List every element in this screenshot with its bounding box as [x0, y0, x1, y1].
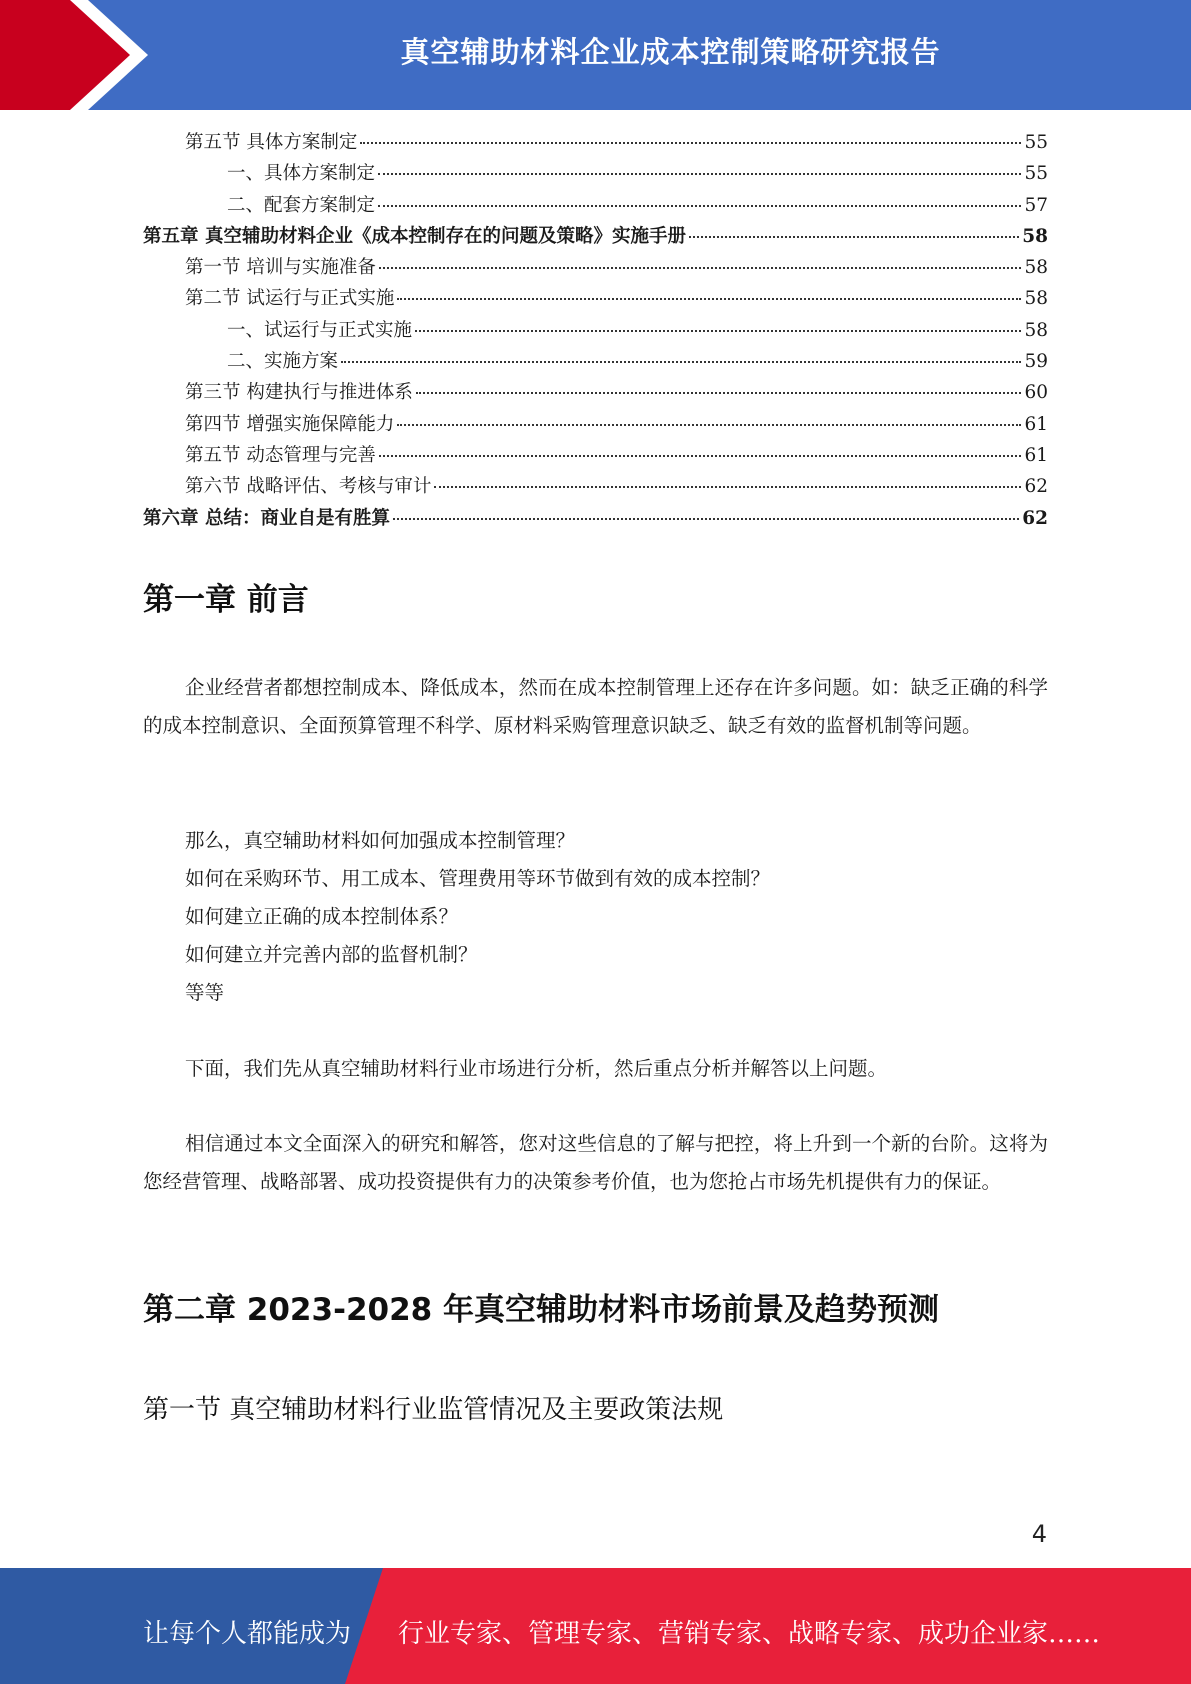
toc-entry-title: 二、配套方案制定 — [227, 194, 376, 216]
toc-page-number: 59 — [1024, 351, 1048, 373]
toc-entry-title: 第六章 总结：商业自是有胜算 — [143, 507, 390, 529]
toc-entry-title: 二、实施方案 — [227, 351, 339, 373]
toc-page-number: 60 — [1024, 382, 1048, 404]
page-number: 4 — [1031, 1520, 1047, 1548]
toc-leader-dots — [397, 424, 1021, 426]
chapter1-paragraph-2: 下面，我们先从真空辅助材料行业市场进行分析，然后重点分析并解答以上问题。 — [185, 1057, 888, 1080]
question-line: 那么，真空辅助材料如何加强成本控制管理？ — [185, 829, 576, 852]
toc-page-number: 55 — [1024, 163, 1048, 185]
toc-entry[interactable] — [143, 410, 1048, 441]
toc-page-number: 61 — [1024, 444, 1048, 466]
toc-leader-dots — [397, 298, 1021, 300]
toc-entry[interactable] — [143, 316, 1048, 347]
toc-entry[interactable] — [143, 253, 1048, 284]
footer-slogan-right: 行业专家、管理专家、营销专家、战略专家、成功企业家…… — [398, 1619, 1101, 1649]
toc-leader-dots — [379, 455, 1022, 457]
toc-leader-dots — [393, 518, 1019, 520]
toc-entry[interactable] — [143, 378, 1048, 409]
toc-leader-dots — [360, 142, 1021, 144]
chapter1-paragraph-3: 相信通过本文全面深入的研究和解答，您对这些信息的了解与把控，将上升到一个新的台阶。这将为您经营管理、战略部署、成功投资提供有力的决策参考价值，也为您抢占市场先机提供有力的保证。 — [143, 1132, 1048, 1193]
toc-page-number: 57 — [1024, 194, 1048, 216]
toc-leader-dots — [415, 330, 1021, 332]
toc-leader-dots — [378, 205, 1021, 207]
toc-page-number: 58 — [1022, 225, 1048, 247]
toc-leader-dots — [379, 267, 1022, 269]
page-footer — [0, 1568, 1191, 1684]
chapter1-heading: 第一章 前言 — [143, 582, 309, 618]
toc-entry-title: 第五章 真空辅助材料企业《成本控制存在的问题及策略》实施手册 — [143, 225, 686, 247]
report-title: 真空辅助材料企业成本控制策略研究报告 — [400, 35, 941, 69]
toc-page-number: 58 — [1024, 257, 1048, 279]
question-line: 如何在采购环节、用工成本、管理费用等环节做到有效的成本控制？ — [185, 867, 771, 890]
chapter1-paragraph-1: 企业经营者都想控制成本、降低成本，然而在成本控制管理上还存在许多问题。如：缺乏正确的科学的成本控制意识、全面预算管理不科学、原材料采购管理意识缺乏、缺乏有效的监督机制等问题。 — [143, 676, 1048, 737]
toc-page-number: 61 — [1024, 413, 1048, 435]
question-line: 如何建立正确的成本控制体系？ — [185, 905, 459, 928]
chapter1-question-list — [185, 822, 770, 1012]
header-chevron-icon — [0, 0, 160, 110]
toc-entry[interactable] — [143, 222, 1048, 253]
toc-entry-title: 一、具体方案制定 — [227, 163, 376, 185]
toc-page-number: 62 — [1022, 507, 1048, 529]
toc-leader-dots — [416, 392, 1022, 394]
toc-entry-title: 第四节 增强实施保障能力 — [185, 413, 395, 435]
toc-entry-title: 第一节 培训与实施准备 — [185, 257, 376, 279]
question-line: 如何建立并完善内部的监督机制？ — [185, 943, 478, 966]
toc-entry-title: 第六节 战略评估、考核与审计 — [185, 476, 432, 498]
toc-entry-title: 第五节 具体方案制定 — [185, 132, 358, 153]
toc-entry-title: 第二节 试运行与正式实施 — [185, 288, 395, 310]
chapter2-heading: 第二章 2023-2028 年真空辅助材料市场前景及趋势预测 — [143, 1292, 940, 1328]
toc-leader-dots — [378, 173, 1021, 175]
toc-entry[interactable] — [143, 191, 1048, 222]
section-heading: 第一节 真空辅助材料行业监管情况及主要政策法规 — [143, 1395, 724, 1425]
toc-page-number: 55 — [1024, 132, 1048, 153]
toc-leader-dots — [341, 361, 1021, 363]
toc-entry-title: 第三节 构建执行与推进体系 — [185, 382, 413, 404]
toc-entry[interactable] — [143, 347, 1048, 378]
toc-entry[interactable] — [143, 441, 1048, 472]
toc-entry[interactable] — [143, 472, 1048, 503]
toc-page-number: 62 — [1024, 476, 1048, 498]
toc-leader-dots — [689, 236, 1019, 238]
toc-leader-dots — [434, 486, 1021, 488]
toc-entry[interactable] — [143, 284, 1048, 315]
toc-entry-title: 第五节 动态管理与完善 — [185, 444, 376, 466]
page-header — [0, 0, 1191, 110]
table-of-contents — [143, 128, 1048, 535]
toc-entry[interactable] — [143, 159, 1048, 190]
toc-entry[interactable] — [143, 504, 1048, 535]
toc-entry-title: 一、试运行与正式实施 — [227, 319, 413, 341]
toc-page-number: 58 — [1024, 288, 1048, 310]
toc-page-number: 58 — [1024, 319, 1048, 341]
footer-slogan-left: 让每个人都能成为 — [143, 1619, 352, 1649]
toc-entry[interactable] — [143, 128, 1048, 159]
question-line: 等等 — [185, 981, 225, 1004]
